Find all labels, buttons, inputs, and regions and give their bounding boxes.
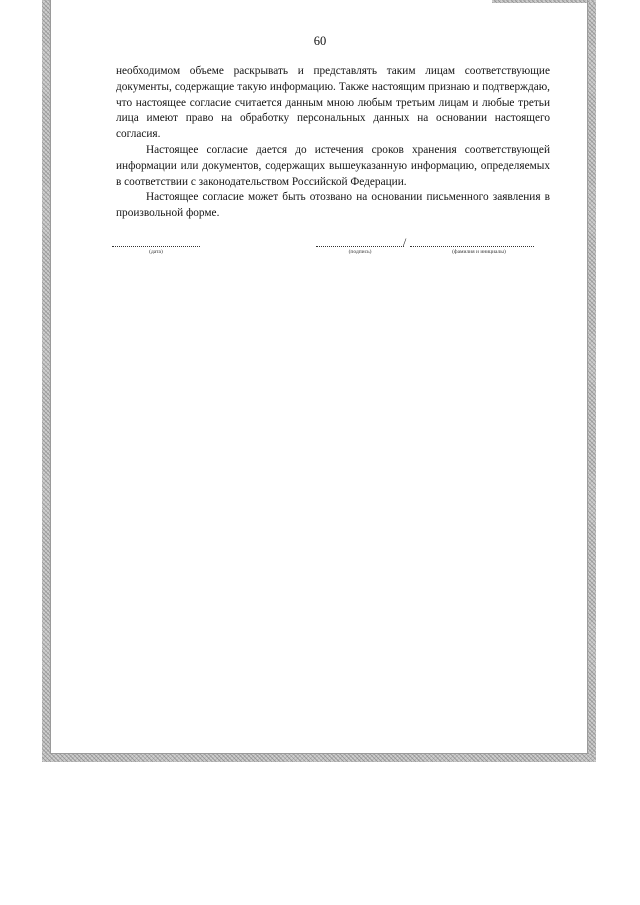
signature-separator: / [403,235,407,249]
date-caption: (дата) [149,249,163,255]
name-caption: (фамилия и инициалы) [452,249,506,255]
page-edge-bottom [50,753,588,754]
date-line [112,246,200,247]
paragraph-1: необходимом объеме раскрывать и представлять таким лицам соответствующие документы, содержащие такую информацию. Также настоящим признаю и подтверждаю, что настоящее согласие считается данным мною любым третьим лицам и любые третьи лица имеют право на обработку персональных данных на основании настоящего согласия. [116,65,550,141]
signature-caption: (подпись) [348,249,372,255]
signature-block [0,235,640,268]
page-edge-left [50,0,51,754]
document-body [116,64,550,222]
scan-border-top [492,0,596,3]
page-edge-right [587,0,588,754]
paragraph-2: Настоящее согласие дается до истечения сроков хранения соответствующей информации или документов, содержащих вышеуказанную информацию, определяемых в соответствии с законодательством Российской Федерации. [116,143,550,188]
scan-border-bottom [42,754,596,762]
name-line [410,246,534,247]
scan-border-right [588,0,596,762]
scan-border-left [42,0,50,762]
signature-line [316,246,404,247]
paragraph-3: Настоящее согласие может быть отозвано на основании письменного заявления в произвольной форме. [116,191,550,220]
page-number: 60 [313,34,327,48]
